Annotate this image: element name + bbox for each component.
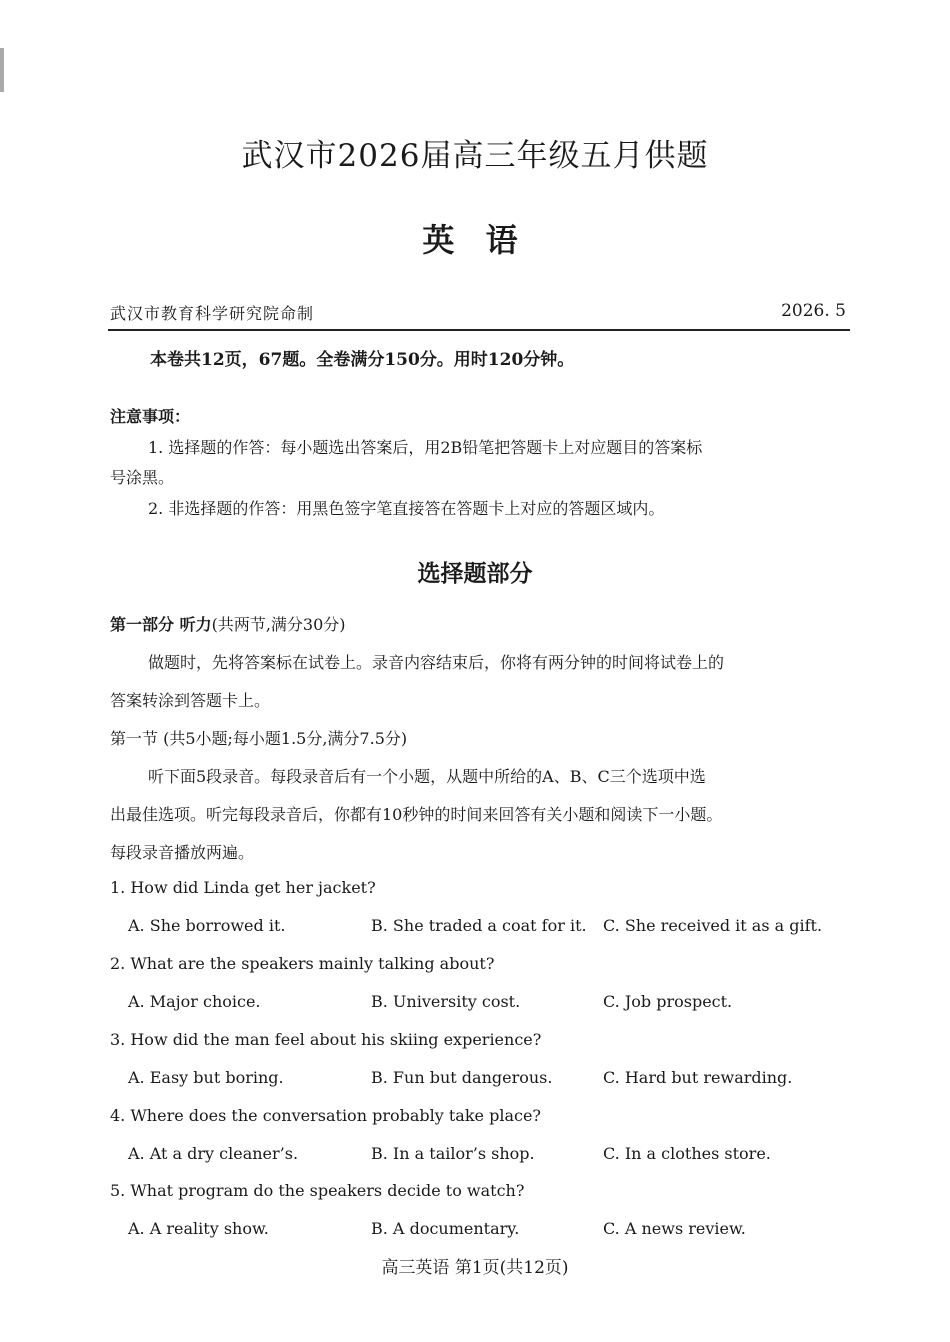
question-1: 1. How did Linda get her jacket? (110, 878, 376, 897)
section-title: 选择题部分 (417, 560, 533, 587)
part1-heading-rest: (共两节,满分30分) (211, 615, 346, 634)
question-2-option-c: C. Job prospect. (603, 992, 733, 1011)
exam-info: 本卷共12页，67题。全卷满分150分。用时120分钟。 (150, 350, 575, 370)
sec1-line-3: 每段录音播放两遍。 (110, 843, 255, 862)
question-1-option-b: B. She traded a coat for it. (371, 916, 587, 935)
subject-title: 英 语 (422, 221, 528, 259)
question-4-option-a: A. At a dry cleaner’s. (128, 1144, 299, 1163)
question-5-option-a: A. A reality show. (128, 1219, 269, 1238)
exam-date: 2026. 5 (781, 301, 846, 321)
question-3: 3. How did the man feel about his skiing experience? (110, 1030, 542, 1049)
sec1-line-2: 出最佳选项。听完每段录音后，你都有10秒钟的时间来回答有关小题和阅读下一小题。 (110, 805, 723, 824)
question-1-option-a: A. She borrowed it. (128, 916, 286, 935)
question-3-option-b: B. Fun but dangerous. (371, 1068, 553, 1087)
part1-heading (110, 612, 346, 635)
exam-title: 武汉市2026届高三年级五月供题 (241, 138, 709, 174)
question-5-option-c: C. A news review. (603, 1219, 746, 1238)
question-4-option-b: B. In a tailor’s shop. (371, 1144, 535, 1163)
question-2: 2. What are the speakers mainly talking about? (110, 954, 495, 973)
question-2-option-b: B. University cost. (371, 992, 521, 1011)
question-3-option-a: A. Easy but boring. (128, 1068, 284, 1087)
question-4: 4. Where does the conversation probably take place? (110, 1106, 541, 1125)
header-rule (108, 329, 850, 331)
issuer: 武汉市教育科学研究院命制 (110, 304, 315, 323)
question-4-option-c: C. In a clothes store. (603, 1144, 771, 1163)
sec1-line-1: 听下面5段录音。每段录音后有一个小题，从题中所给的A、B、C三个选项中选 (148, 767, 706, 786)
question-5: 5. What program do the speakers decide to watch? (110, 1181, 525, 1200)
notice-item-1-line-2: 号涂黑。 (110, 468, 175, 487)
notice-item-1-line-1: 1. 选择题的作答：每小题选出答案后，用2B铅笔把答题卡上对应题目的答案标 (148, 438, 703, 457)
notice-item-2: 2. 非选择题的作答：用黑色签字笔直接答在答题卡上对应的答题区域内。 (148, 499, 665, 518)
part1-instr-line-1: 做题时，先将答案标在试卷上。录音内容结束后，你将有两分钟的时间将试卷上的 (148, 653, 725, 672)
question-5-option-b: B. A documentary. (371, 1219, 520, 1238)
question-2-option-a: A. Major choice. (128, 992, 261, 1011)
part1-instr-line-2: 答案转涂到答题卡上。 (110, 691, 271, 710)
scan-edge-mark (0, 48, 4, 92)
page-footer: 高三英语 第1页(共12页) (381, 1258, 569, 1278)
question-1-option-c: C. She received it as a gift. (603, 916, 823, 935)
question-3-option-c: C. Hard but rewarding. (603, 1068, 793, 1087)
notice-heading: 注意事项： (110, 407, 191, 426)
sec1-heading: 第一节 (共5小题;每小题1.5分,满分7.5分) (110, 729, 408, 748)
part1-heading-bold: 第一部分 听力 (110, 615, 212, 634)
